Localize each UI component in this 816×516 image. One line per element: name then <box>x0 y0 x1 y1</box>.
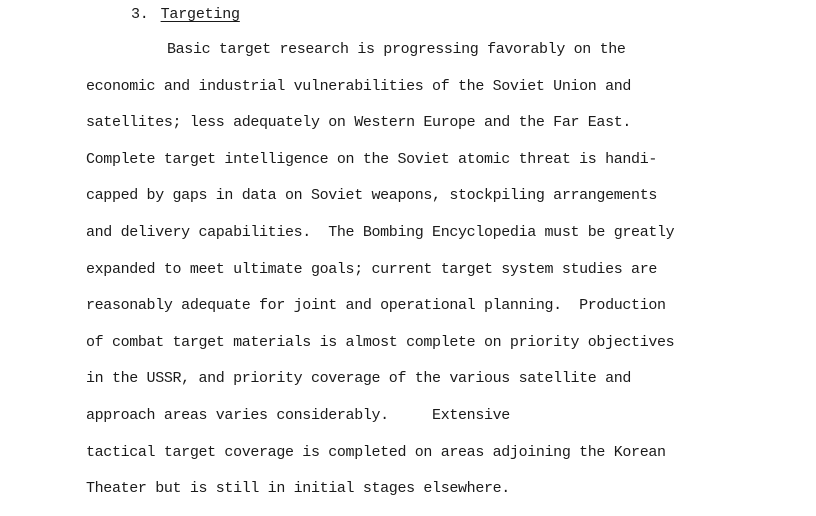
text-line: economic and industrial vulnerabilities of the Soviet Union and <box>86 77 632 95</box>
text-line: capped by gaps in data on Soviet weapons, stockpiling arrangements <box>86 187 657 205</box>
text-line: tactical target coverage is completed on areas adjoining the Korean <box>86 443 666 461</box>
text-line: Theater but is still in initial stages elsewhere. <box>86 480 510 498</box>
section-number: 3. <box>131 6 149 23</box>
text-line: reasonably adequate for joint and operational planning. Production <box>86 297 666 315</box>
text-line: Basic target research is progressing favorably on the <box>167 41 626 58</box>
text-line: and delivery capabilities. The Bombing Encyclopedia must be greatly <box>86 223 675 241</box>
text-line: satellites; less adequately on Western Europe and the Far East. <box>86 114 632 132</box>
section-heading <box>131 5 240 25</box>
text-line: expanded to meet ultimate goals; current target system studies are <box>86 260 657 278</box>
text-line: Complete target intelligence on the Soviet atomic threat is handi- <box>86 150 657 168</box>
section-title: Targeting <box>160 6 240 23</box>
section-body <box>86 40 746 516</box>
text-line: approach areas varies considerably. Extensive <box>86 406 510 424</box>
text-line: of combat target materials is almost complete on priority objectives <box>86 333 675 351</box>
text-line: in the USSR, and priority coverage of the various satellite and <box>86 370 632 388</box>
